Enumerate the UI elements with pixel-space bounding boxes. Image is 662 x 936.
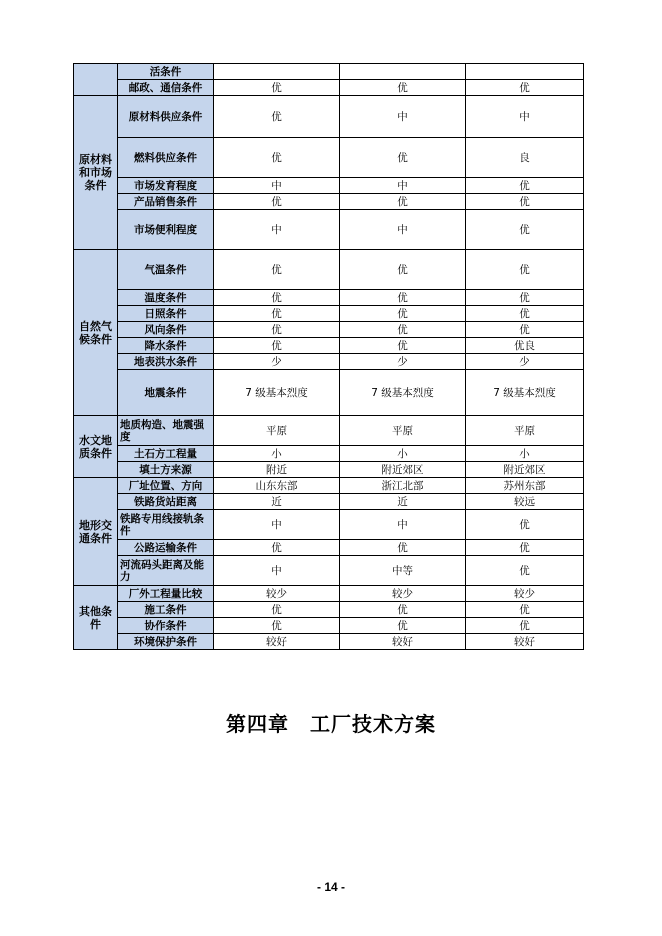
option-2-value-cell: 浙江北部	[340, 478, 466, 494]
table-row	[74, 138, 584, 178]
option-2-value-cell: 优	[340, 290, 466, 306]
option-1-value-cell: 平原	[214, 416, 340, 446]
table-row	[74, 556, 584, 586]
option-3-value-cell: 优	[466, 510, 584, 540]
option-2-value-cell: 优	[340, 602, 466, 618]
option-1-value-cell: 优	[214, 194, 340, 210]
condition-name-cell: 燃料供应条件	[118, 138, 214, 178]
table-row	[74, 210, 584, 250]
group-label-cell: 水文地质条件	[74, 416, 118, 478]
table-body	[74, 64, 584, 650]
table-row	[74, 338, 584, 354]
condition-name-cell: 厂址位置、方向	[118, 478, 214, 494]
table-row	[74, 290, 584, 306]
option-2-value-cell: 优	[340, 618, 466, 634]
table-row	[74, 96, 584, 138]
option-2-value-cell: 优	[340, 322, 466, 338]
table-row	[74, 80, 584, 96]
option-2-value-cell: 中	[340, 210, 466, 250]
option-3-value-cell: 较远	[466, 494, 584, 510]
option-3-value-cell: 优	[466, 540, 584, 556]
option-3-value-cell: 优	[466, 178, 584, 194]
condition-name-cell: 市场便利程度	[118, 210, 214, 250]
option-2-value-cell: 优	[340, 194, 466, 210]
option-1-value-cell: 7 级基本烈度	[214, 370, 340, 416]
option-3-value-cell: 优	[466, 602, 584, 618]
option-3-value-cell: 优	[466, 80, 584, 96]
option-1-value-cell: 优	[214, 138, 340, 178]
group-label-cell: 自然气候条件	[74, 250, 118, 416]
option-3-value-cell: 良	[466, 138, 584, 178]
condition-name-cell: 施工条件	[118, 602, 214, 618]
table-row	[74, 322, 584, 338]
option-3-value-cell: 较好	[466, 634, 584, 650]
option-1-value-cell: 优	[214, 338, 340, 354]
condition-name-cell: 河流码头距离及能力	[118, 556, 214, 586]
option-1-value-cell: 优	[214, 80, 340, 96]
table-row	[74, 416, 584, 446]
group-label-cell	[74, 64, 118, 96]
table-row	[74, 354, 584, 370]
option-3-value-cell: 优	[466, 322, 584, 338]
option-3-value-cell: 7 级基本烈度	[466, 370, 584, 416]
table-row	[74, 370, 584, 416]
option-3-value-cell: 优	[466, 210, 584, 250]
table-row	[74, 510, 584, 540]
site-comparison-table	[73, 63, 584, 650]
condition-name-cell: 填土方来源	[118, 462, 214, 478]
option-1-value-cell: 小	[214, 446, 340, 462]
condition-name-cell: 公路运输条件	[118, 540, 214, 556]
option-3-value-cell: 苏州东部	[466, 478, 584, 494]
table-row	[74, 478, 584, 494]
option-2-value-cell: 中	[340, 96, 466, 138]
option-2-value-cell: 中	[340, 510, 466, 540]
condition-name-cell: 活条件	[118, 64, 214, 80]
option-1-value-cell	[214, 64, 340, 80]
condition-name-cell: 市场发育程度	[118, 178, 214, 194]
condition-name-cell: 温度条件	[118, 290, 214, 306]
option-2-value-cell	[340, 64, 466, 80]
condition-name-cell: 铁路货站距离	[118, 494, 214, 510]
table-row	[74, 462, 584, 478]
option-2-value-cell: 较少	[340, 586, 466, 602]
condition-name-cell: 地震条件	[118, 370, 214, 416]
option-1-value-cell: 优	[214, 306, 340, 322]
option-2-value-cell: 优	[340, 338, 466, 354]
chapter-title: 第四章 工厂技术方案	[226, 712, 436, 736]
option-2-value-cell: 近	[340, 494, 466, 510]
condition-name-cell: 原材料供应条件	[118, 96, 214, 138]
table-row	[74, 64, 584, 80]
condition-name-cell: 协作条件	[118, 618, 214, 634]
option-2-value-cell: 优	[340, 138, 466, 178]
option-2-value-cell: 中等	[340, 556, 466, 586]
option-2-value-cell: 优	[340, 250, 466, 290]
option-1-value-cell: 优	[214, 290, 340, 306]
option-1-value-cell: 少	[214, 354, 340, 370]
option-1-value-cell: 山东东部	[214, 478, 340, 494]
condition-name-cell: 邮政、通信条件	[118, 80, 214, 96]
option-2-value-cell: 小	[340, 446, 466, 462]
option-3-value-cell: 优良	[466, 338, 584, 354]
group-label-cell: 地形交通条件	[74, 478, 118, 586]
condition-name-cell: 降水条件	[118, 338, 214, 354]
option-3-value-cell: 较少	[466, 586, 584, 602]
option-3-value-cell: 优	[466, 290, 584, 306]
condition-name-cell: 气温条件	[118, 250, 214, 290]
table-row	[74, 618, 584, 634]
option-1-value-cell: 中	[214, 510, 340, 540]
option-1-value-cell: 优	[214, 322, 340, 338]
table-row	[74, 602, 584, 618]
option-2-value-cell: 附近郊区	[340, 462, 466, 478]
option-2-value-cell: 优	[340, 80, 466, 96]
option-2-value-cell: 中	[340, 178, 466, 194]
option-1-value-cell: 优	[214, 540, 340, 556]
option-3-value-cell: 平原	[466, 416, 584, 446]
table-row	[74, 446, 584, 462]
condition-name-cell: 地表洪水条件	[118, 354, 214, 370]
option-1-value-cell: 附近	[214, 462, 340, 478]
option-3-value-cell: 小	[466, 446, 584, 462]
condition-name-cell: 土石方工程量	[118, 446, 214, 462]
condition-name-cell: 风向条件	[118, 322, 214, 338]
option-1-value-cell: 近	[214, 494, 340, 510]
option-1-value-cell: 较少	[214, 586, 340, 602]
option-2-value-cell: 7 级基本烈度	[340, 370, 466, 416]
group-label-cell: 其他条件	[74, 586, 118, 650]
condition-name-cell: 日照条件	[118, 306, 214, 322]
condition-name-cell: 厂外工程量比较	[118, 586, 214, 602]
option-3-value-cell	[466, 64, 584, 80]
condition-name-cell: 环境保护条件	[118, 634, 214, 650]
option-3-value-cell: 中	[466, 96, 584, 138]
table-row	[74, 586, 584, 602]
option-3-value-cell: 优	[466, 306, 584, 322]
option-1-value-cell: 中	[214, 210, 340, 250]
condition-name-cell: 产品销售条件	[118, 194, 214, 210]
option-3-value-cell: 优	[466, 556, 584, 586]
option-1-value-cell: 优	[214, 618, 340, 634]
option-2-value-cell: 少	[340, 354, 466, 370]
option-2-value-cell: 较好	[340, 634, 466, 650]
page-number: - 14 -	[316, 880, 345, 894]
option-1-value-cell: 优	[214, 96, 340, 138]
option-1-value-cell: 中	[214, 556, 340, 586]
table-row	[74, 540, 584, 556]
table-row	[74, 494, 584, 510]
option-1-value-cell: 中	[214, 178, 340, 194]
option-2-value-cell: 优	[340, 306, 466, 322]
option-1-value-cell: 优	[214, 250, 340, 290]
option-2-value-cell: 优	[340, 540, 466, 556]
table-row	[74, 250, 584, 290]
option-1-value-cell: 较好	[214, 634, 340, 650]
option-3-value-cell: 少	[466, 354, 584, 370]
table-row	[74, 194, 584, 210]
table-row	[74, 178, 584, 194]
group-label-cell: 原材料和市场条件	[74, 96, 118, 250]
option-3-value-cell: 优	[466, 250, 584, 290]
option-2-value-cell: 平原	[340, 416, 466, 446]
option-3-value-cell: 优	[466, 194, 584, 210]
option-1-value-cell: 优	[214, 602, 340, 618]
condition-name-cell: 铁路专用线接轨条件	[118, 510, 214, 540]
table-row	[74, 634, 584, 650]
condition-name-cell: 地质构造、地震强度	[118, 416, 214, 446]
option-3-value-cell: 优	[466, 618, 584, 634]
table-row	[74, 306, 584, 322]
option-3-value-cell: 附近郊区	[466, 462, 584, 478]
